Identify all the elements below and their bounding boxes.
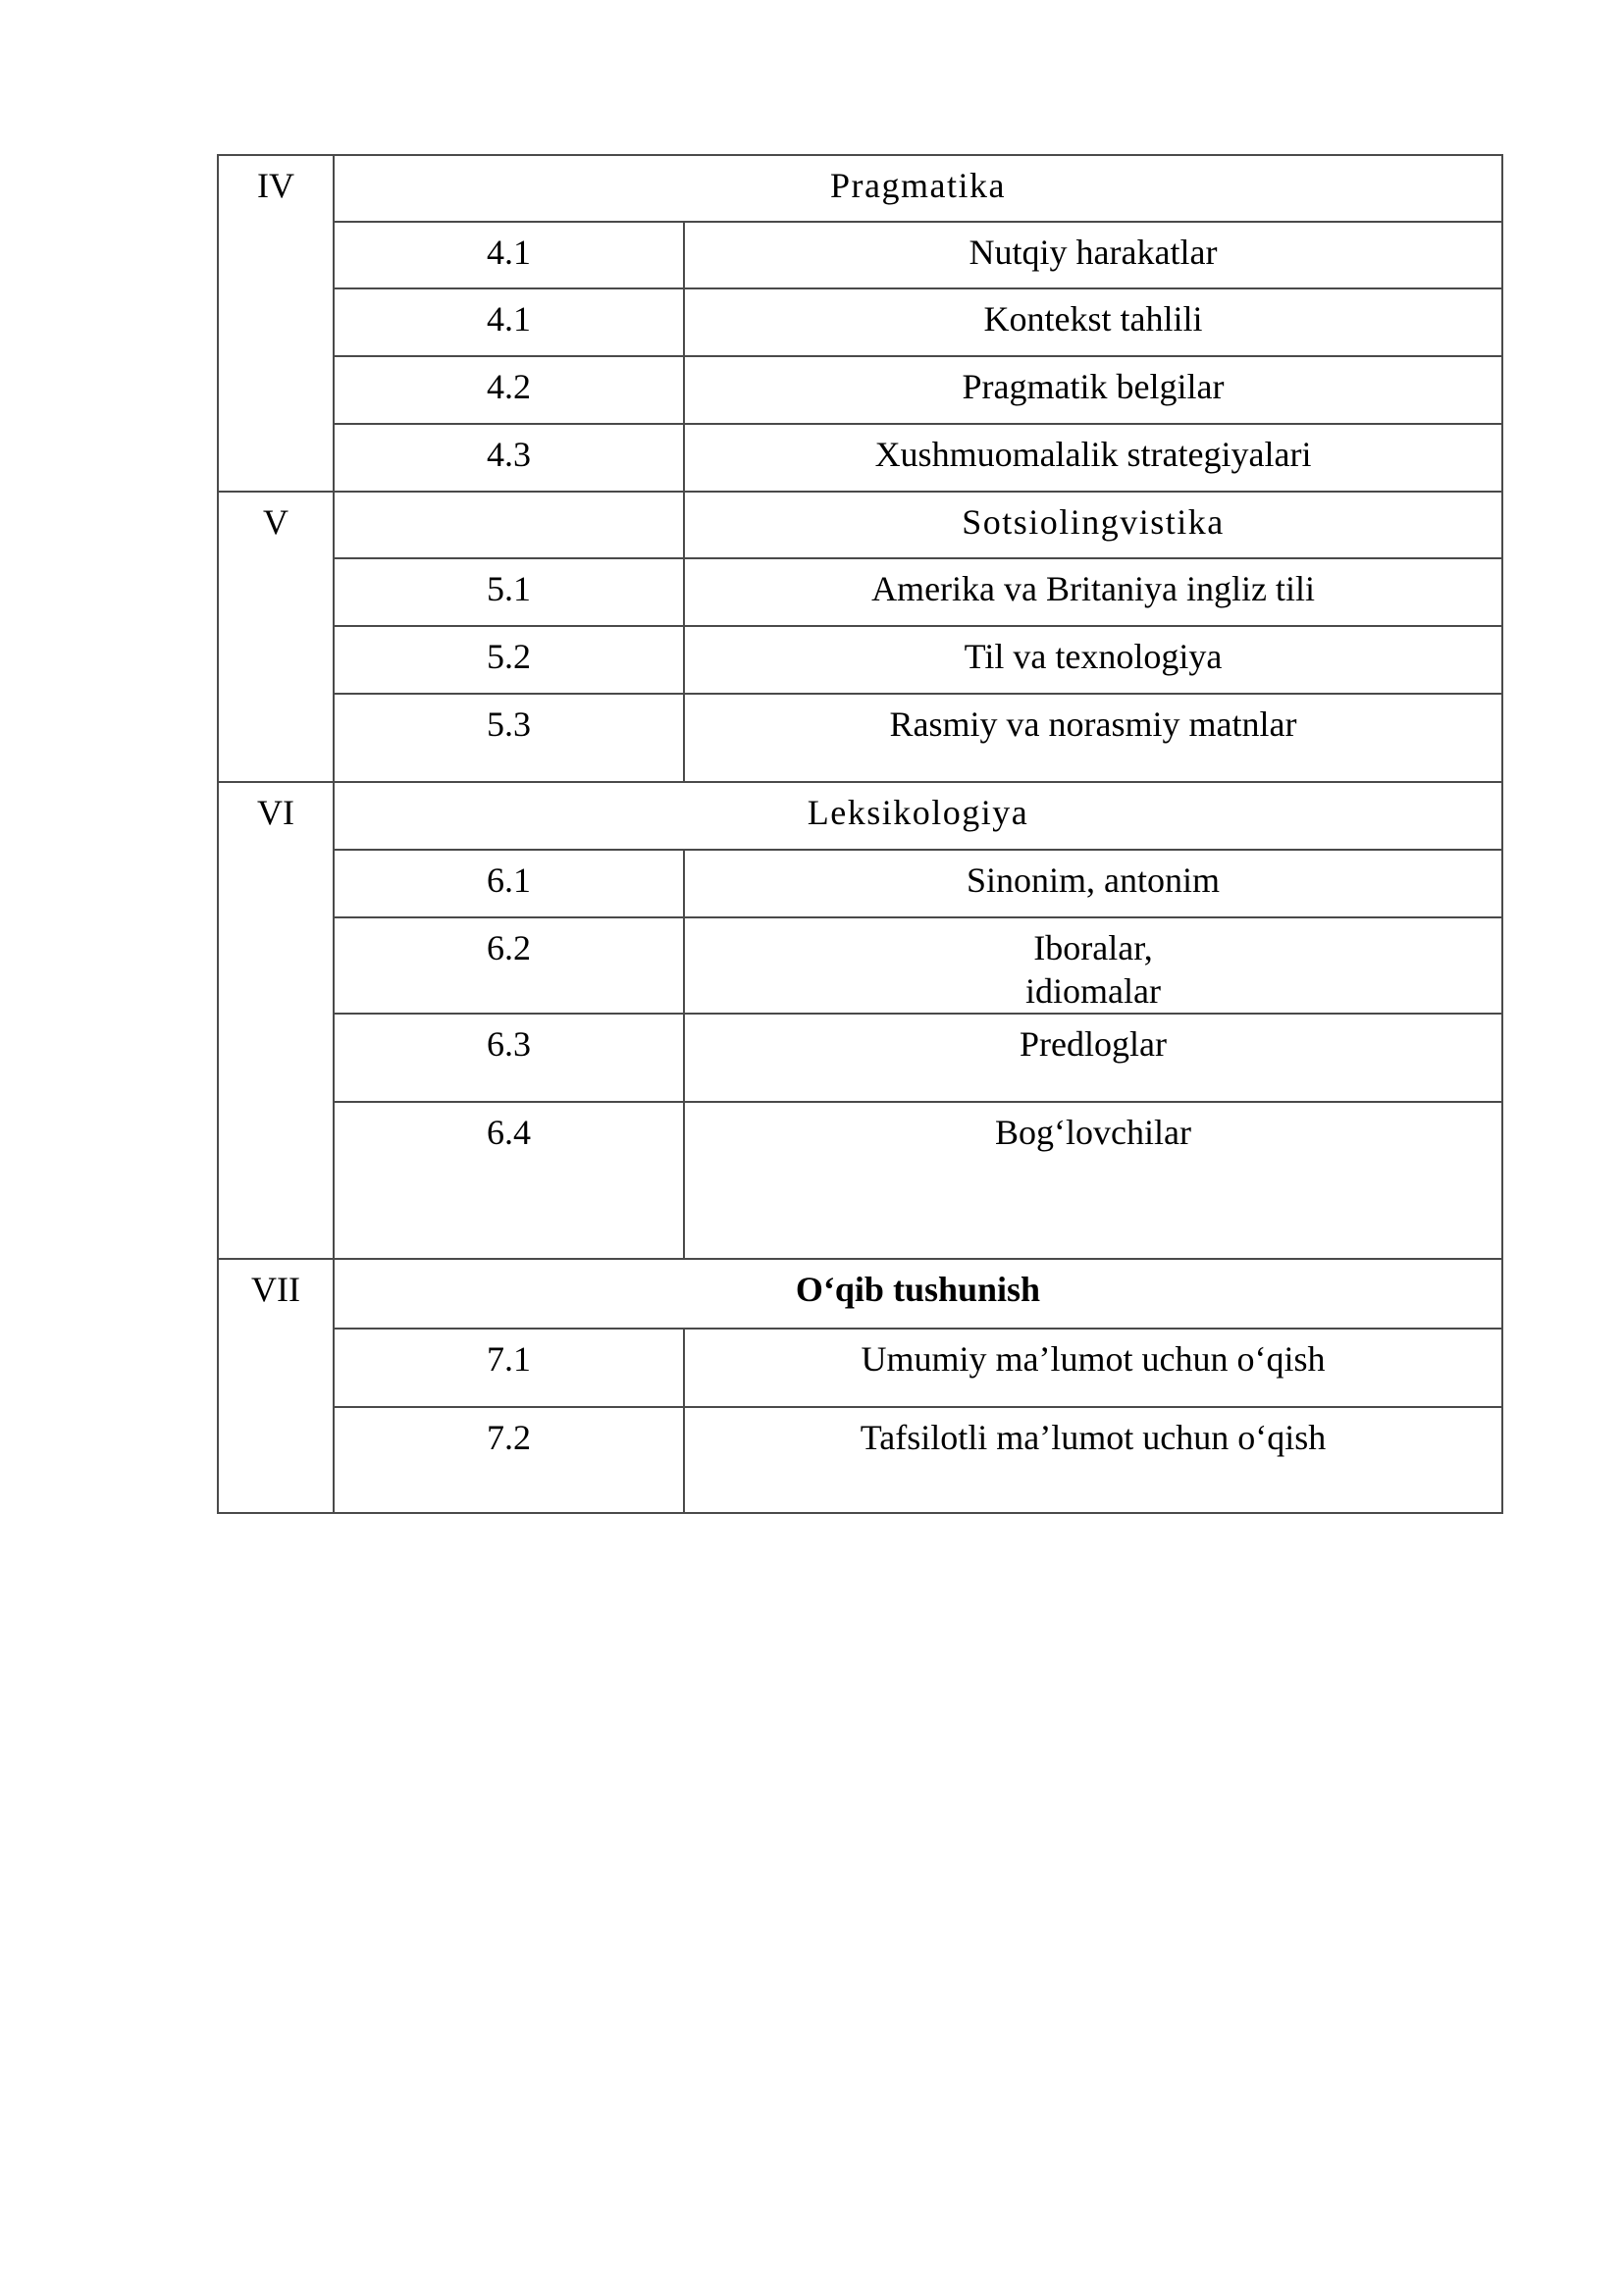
topic-number: 5.2 [334, 626, 684, 694]
topic-row [218, 1014, 1502, 1102]
section-header-row [218, 492, 1502, 558]
topic-title [684, 917, 1502, 1014]
topic-title [684, 694, 1502, 782]
topic-number: 5.3 [334, 694, 684, 782]
topic-number: 6.4 [334, 1102, 684, 1259]
topic-title-line: Sinonim, antonim [967, 861, 1221, 900]
topic-title [684, 1407, 1502, 1513]
topic-row [218, 694, 1502, 782]
topic-title-line: Til va texnologiya [964, 637, 1223, 676]
topic-row [218, 1102, 1502, 1259]
topic-row [218, 558, 1502, 626]
section-numeral: V [218, 492, 334, 782]
topic-row [218, 222, 1502, 288]
topic-row [218, 288, 1502, 356]
topic-title-line: Iboralar, [1033, 928, 1153, 967]
topic-title [684, 558, 1502, 626]
section-header-row [218, 1259, 1502, 1329]
topic-title-line: Pragmatik belgilar [962, 367, 1225, 406]
section-header-row [218, 155, 1502, 222]
topic-number: 6.3 [334, 1014, 684, 1102]
topic-title [684, 288, 1502, 356]
topic-number: 4.3 [334, 424, 684, 492]
topic-row [218, 424, 1502, 492]
topic-title [684, 626, 1502, 694]
topic-title [684, 356, 1502, 424]
curriculum-table-body [218, 155, 1502, 1513]
section-numeral: VII [218, 1259, 334, 1513]
topic-title-line: Rasmiy va norasmiy matnlar [889, 704, 1297, 744]
section-header-row [218, 782, 1502, 850]
section-title: Leksikologiya [334, 782, 1502, 850]
section-title: Sotsiolingvistika [684, 492, 1502, 558]
topic-row [218, 850, 1502, 917]
topic-number: 4.1 [334, 222, 684, 288]
topic-title [684, 1014, 1502, 1102]
section-numeral: IV [218, 155, 334, 492]
topic-title-line: Xushmuomalalik strategiyalari [874, 435, 1312, 474]
topic-title-line: Nutqiy harakatlar [969, 233, 1218, 272]
topic-number: 7.1 [334, 1329, 684, 1407]
topic-number: 6.2 [334, 917, 684, 1014]
topic-title-line: Umumiy ma’lumot uchun o‘qish [861, 1339, 1326, 1379]
curriculum-table [217, 154, 1503, 1514]
topic-title-line: Kontekst tahlili [983, 299, 1203, 339]
topic-row [218, 1407, 1502, 1513]
topic-number: 5.1 [334, 558, 684, 626]
topic-title [684, 1329, 1502, 1407]
section-empty-cell [334, 492, 684, 558]
topic-number: 7.2 [334, 1407, 684, 1513]
topic-title-line: Bog‘lovchilar [995, 1113, 1191, 1152]
topic-row [218, 356, 1502, 424]
topic-title-line: idiomalar [1025, 971, 1161, 1011]
topic-number: 6.1 [334, 850, 684, 917]
topic-title [684, 222, 1502, 288]
section-title: Pragmatika [334, 155, 1502, 222]
topic-number: 4.1 [334, 288, 684, 356]
section-numeral: VI [218, 782, 334, 1259]
topic-number: 4.2 [334, 356, 684, 424]
topic-row [218, 1329, 1502, 1407]
topic-title [684, 424, 1502, 492]
section-title: O‘qib tushunish [334, 1259, 1502, 1329]
topic-title-line: Tafsilotli ma’lumot uchun o‘qish [860, 1418, 1327, 1457]
topic-title [684, 1102, 1502, 1259]
topic-title-line: Amerika va Britaniya ingliz tili [871, 569, 1315, 608]
topic-title-line: Predloglar [1020, 1024, 1167, 1064]
topic-title [684, 850, 1502, 917]
topic-row [218, 917, 1502, 1014]
topic-row [218, 626, 1502, 694]
